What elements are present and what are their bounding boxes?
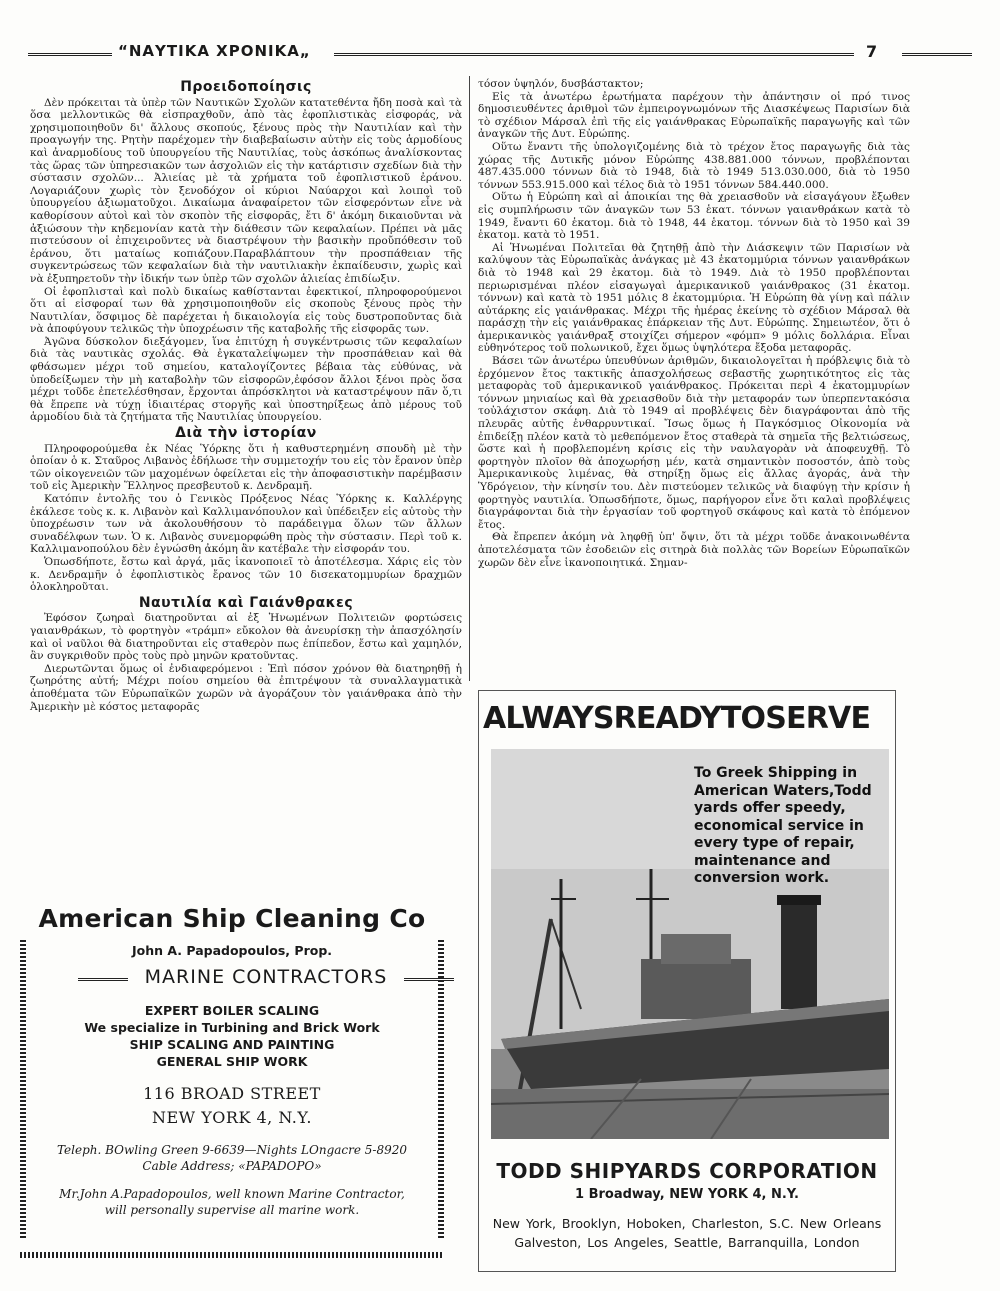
service-line: EXPERT BOILER SCALING <box>144 1003 320 1018</box>
ad-border-left <box>20 940 26 1240</box>
section-title-warning: Προειδοποίησις <box>180 79 312 95</box>
column-divider <box>469 76 470 681</box>
page-header <box>28 42 972 66</box>
article-paragraph: Πληροφορούμεθα ἐκ Νέας Ὑόρκης ὅτι ἡ καθυστερημένη σπουδὴ μὲ τὴν ὁποίαν ὁ κ. Σταῦρος Λιβανὸς ἐδήλωσε τὴν συμμετοχήν του εἰς τὸν ἔρανον ὑπὲρ τῶν οἰκογενειῶν τῶν μαχομένων ὀφείλεται εἰς τὴν ἀποφασιστικὴν παρέμβασιν τοῦ εἰς Ἀμερικὴν Ἕλληνος πρεσβευτοῦ κ. Δενδραμῆ. <box>30 442 462 493</box>
ad-american-ship-cleaning <box>10 900 464 1258</box>
article-paragraph: Οὕτω ἡ Εὐρώπη καὶ αἱ ἀποικίαι της θὰ χρειασθοῦν νὰ εἰσαγάγουν ἔξωθεν εἰς συμπλήρωσιν τῶν ἀναγκῶν των 53 ἑκατ. τόννων γαιανθράκων κατὰ τὸ 1949, ἔναντι 60 ἑκατομ. διὰ τὸ 1948, 44 ἑκατομ. τόννων διὰ τὸ 1950 καὶ 39 ἑκατομ. κατὰ τὸ 1951. <box>478 191 910 242</box>
ad-note <box>30 1186 434 1218</box>
article-paragraph: Βάσει τῶν ἀνωτέρω ὑπευθύνων ἀριθμῶν, δικαιολογεῖται ἡ πρόβλεψις διὰ τὸ ἐρχόμενον ἔτος τακτικῆς ἀπασχολήσεως σεβαστῆς χωρητικότητος εἰς τὰς μεταφορὰς τοῦ ἀμερικανικοῦ γαιάνθρακος. Πρόκειται περὶ 4 ἑκατομμυρίων τόννων μηνιαίως καὶ θὰ χρειασθοῦν διὰ τὴν μεταφοράν των ὑπερπεντακόσια τοὐλάχιστον σκάφη. Διὰ τὸ 1949 αἱ προβλέψεις δὲν διαγράφονται ἀπὸ τῆς πλευρᾶς αὐτῆς ἐνθαρρυντικαί. Ἴσως ὅμως ἡ Παγκόσμιος Οἰκονομία νὰ ἐπιδείξῃ πλέον κατὰ τὸ μεθεπόμενον ἔτος σταθερὰ τὰ σημεῖα τῆς βελτιώσεως, ὥστε καὶ ἡ προβλεπομένη κρίσις εἰς τὴν ναυλαγορὰν νὰ ἀποφευχθῇ. Τὸ φορτηγὸν πλοῖον θὰ ἀποχωρήσῃ μέν, κατὰ σημαντικὸν ποσοστόν, ἀπὸ τοὺς Ἀμερικανικοὺς λιμένας, θὰ στηρίξῃ ὅμως εἰς ἄλλας ἀγοράς, ἀνὰ τὴν Ὑδρόγειον, τὴν κίνησίν του. Δὲν πιστεύομεν τελικῶς νὰ διαφύγῃ τὴν κρίσιν ἡ φορτηγὸς ναυτιλία. Ὁπωσδήποτε, ὅμως, παρήγορον εἶνε ὅτι καλαὶ προβλέψεις διαγράφονται διὰ τὴν ἐργασίαν τοῦ φορτηγοῦ σκάφους καὶ κατὰ τὸ ἐπόμενον ἔτος. <box>478 355 910 531</box>
service-line: We specialize in Turbining and Brick Work <box>84 1020 380 1035</box>
note-line: Mr.John A.Papadopoulos, well known Marine Contractor, <box>59 1187 405 1201</box>
ad-todd-shipyards <box>478 690 896 1272</box>
locations-line: New York, Brooklyn, Hoboken, Charleston, S.C. New Orleans <box>492 1216 882 1231</box>
banner-rule-right <box>404 978 454 981</box>
header-rule-left <box>28 53 112 56</box>
locations-line: Galveston, Los Angeles, Seattle, Barranquilla, London <box>514 1235 860 1250</box>
ad-services <box>30 1002 434 1070</box>
article-paragraph: Αἱ Ἡνωμέναι Πολιτεῖαι θὰ ζητηθῇ ἀπὸ τὴν Διάσκεψιν τῶν Παρισίων νὰ καλύψουν τὰς Εὐρωπαϊκὰς ἀνάγκας μὲ 43 ἑκατομμύρια τόννων γαιανθράκων διὰ τὸ 1948 καὶ 29 ἑκατομ. διὰ τὸ 1949. Διὰ τὸ 1950 προβλέπονται περιωρισμέναι πλέον εἰσαγωγαὶ ἀμερικανικοῦ γαιάνθρακος (31 ἑκατομ. τόννων) καὶ κατὰ τὸ 1951 μόλις 8 ἑκατομμύρια. Ἡ Εὐρώπη θὰ γίνῃ καὶ πάλιν αὐτάρκης εἰς γαιάνθρακας. Μέχρι τῆς ἡμέρας ἐκείνης τὸ σχέδιον Μάρσαλ θὰ παράσχῃ τὴν εἰς γαιάνθρακας ἐπάρκειαν τῆς Δυτ. Εὐρώπης. Σημειωτέον, ὅτι ὁ ἀμερικανικὸς γαιάνθραξ στοιχίζει σήμερον «φόμπ» 9 μόλις δολλάρια. Εἶναι εὐθηνότερος τοῦ πολωνικοῦ, ἔχει ὅμως ὑψηλότερα ἔξοδα μεταφορᾶς. <box>478 241 910 355</box>
article-paragraph: Οὕτω ἔναντι τῆς ὑπολογιζομένης διὰ τὸ τρέχον ἔτος παραγωγῆς διὰ τὰς χώρας τῆς Δυτικῆς μόνον Εὐρώπης 438.881.000 τόννων, προβλέπονται 487.435.000 τόννων διὰ τὸ 1948, διὰ τὸ 1949 513.030.000, διὰ τὸ 1950 τόννων 553.915.000 καὶ τέλος διὰ τὸ 1951 τόννων 584.440.000. <box>478 140 910 191</box>
ad-proprietor: John A. Papadopoulos, Prop. <box>131 943 333 958</box>
telephone: Teleph. BOwling Green 9-6639—Nights LOngacre 5-8920 <box>56 1143 407 1157</box>
ad-border-right <box>438 940 444 1240</box>
address-city: NEW YORK 4, N.Y. <box>152 1108 312 1127</box>
banner-rule-left <box>78 978 128 981</box>
article-paragraph: Ἀγῶνα δύσκολον διεξάγομεν, ἵνα ἐπιτύχη ἡ συγκέντρωσις τῶν κεφαλαίων διὰ τὰς ναυτικὰς σχολάς. Θὰ ἐγκαταλείψωμεν τὴν προσπάθειαν καὶ θὰ φθάσωμεν μέχρι τοῦ σημείου, καταλογίζοντες βέβαια τὰς εὐθύνας, νὰ ὑποδείξωμεν τὴν μὴ καταβολὴν τῶν εἰσφορῶν,ἐφόσον ἄλλοι ξένοι πρὸς ὅσα μέχρι τοῦδε ἐπετελέσθησαν, ἔρχονται ἀπρόσκλητοι νὰ καταστρέψουν πᾶν ὅ,τι θὰ ἔπρεπε νὰ τύχῃ ἰδιαιτέρας στοργῆς καὶ ὑποστηρίξεως ἀπὸ μέρους τοῦ ἁρμοδίου διὰ τὰ ζητήματα τῆς Ναυτιλίας ὑπουργείου. <box>30 335 462 424</box>
article-paragraph: Ἐφόσον ζωηραὶ διατηροῦνται αἱ ἐξ Ἡνωμένων Πολιτειῶν φορτώσεις γαιανθράκων, τὸ φορτηγὸν «τράμπ» εὔκολον θὰ ἀνευρίσκῃ τὴν ἀπασχόλησίν καὶ οἱ ναῦλοι θὰ διατηροῦνται εἰς σταθερὸν πως ἐπίπεδον, ἔστω καὶ χαμηλόν, ἂν συγκριθοῦν πρὸς τοὺς πρὸ μηνῶν κρατοῦντας. <box>30 612 462 663</box>
ad-address: 1 Broadway, NEW YORK 4, N.Y. <box>575 1187 799 1202</box>
article-paragraph: Κατόπιν ἐντολῆς του ὁ Γενικὸς Πρόξενος Νέας Ὑόρκης κ. Καλλέργης ἐκάλεσε τοὺς κ. κ. Λιβανὸν καὶ Καλλιμανόπουλον καὶ ὑπέδειξεν εἰς αὐτοὺς τὴν ὑποχρέωσιν των νὰ ἀκολουθήσουν τὸ παράδειγμα ὅλων τῶν ἄλλων συναδέλφων των. Ὁ κ. Λιβανὸς συνεμορφώθη πρὸς τὴν σύστασιν. Περὶ τοῦ κ. Καλλιμανοπούλου δὲν ἐγνώσθη ἀκόμη ἂν κατέβαλε τὴν εἰσφοράν του. <box>30 493 462 556</box>
ad-address <box>30 1082 434 1130</box>
article-paragraph: Θὰ ἔπρεπεν ἀκόμη νὰ ληφθῇ ὑπ' ὄψιν, ὅτι τὰ μέχρι τοῦδε ἀνακοινωθέντα ἀποτελέσματα τῶν ἐσοδειῶν εἰς σιτηρὰ διὰ πολλὰς τῶν Βορείων Εὐρωπαϊκῶν χωρῶν δὲν εἶνε ἱκανοποιητικά. Σημαν- <box>478 531 910 569</box>
article-paragraph: Οἱ ἐφοπλισταὶ καὶ πολὺ δικαίως καθίστανται ἐφεκτικοί, πληροφορούμενοι ὅτι αἱ εἰσφοραί των θὰ χρησιμοποιηθοῦν εἰς σκοποὺς ξένους πρὸς τὴν Ναυτιλίαν, ὅσφιμος δὲ παρέχεται ἡ δικαιολογία εἰς τοὺς δυστροποῦντας διὰ νὰ ἀποφύγουν τελικῶς τὴν ὑποχρέωσιν τῆς καταβολῆς τῆς εἰσφορᾶς των. <box>30 285 462 336</box>
article-paragraph: Δὲν πρόκειται τὰ ὑπὲρ τῶν Ναυτικῶν Σχολῶν κατατεθέντα ἤδη ποσὰ καὶ τὰ ὅσα μελλοντικῶς θὰ εἰσπραχθοῦν, ἀπὸ τὰς ἐφοπλιστικὰς εἰσφοράς, νὰ χρησιμοποιηθοῦν δι' ἄλλους σκοπούς, ξένους πρὸς τὴν Ναυτιλίαν καὶ τὴν προαγωγήν της. Ρητὴν παρέχομεν τὴν διαβεβαίωσιν αὐτὴν εἰς τοὺς ἁρμοδίους καὶ ἀναρμοδίους τοῦ ὑπουργείου τῆς Ναυτιλίας, τοὺς ἀσκόπως ἀναλίσκοντας τὰς ὥρας τῶν ὑπηρεσιακῶν των ἀσχολιῶν εἰς τὴν κατάρτισιν σχεδίων διὰ τὴν σύστασιν σχολῶν... Ἀλιείας μὲ τὰ χρήματα τοῦ ἐφοπλιστικοῦ ἐράνου. Λογαριάζουν χωρὶς τὸν ξενοδόχον οἱ κύριοι Ναύαρχοι καὶ λοιποὶ τοῦ ὑπουργείου ἀξιωματοῦχοι. Δικαίωμα ἀναφαίρετον τῶν εἰσφερόντων εἶνε νὰ καθορίσουν αὐτοὶ καὶ τὸν σκοπὸν τῆς εἰσφορᾶς, ἔτι δ' ἀκόμη δικαιοῦνται νὰ ἀξιώσουν τὴν κηδεμονίαν κατὰ τὴν διάθεσιν τῶν κεφαλαίων. Πρέπει νὰ μᾶς πιστεύσουν οἱ ἐπιχειροῦντες νὰ διαστρέψουν τὴν βασικὴν προὔπόθεσιν τοῦ ἐράνου, ὅτι ματαίως κοπιάζουν.Παραβλάπτουν τὴν προσπάθειαν τῆς συγκεντρώσεως τῶν κεφαλαίων διὰ τὴν ναυτιλιακὴν ἐκπαίδευσιν, χωρὶς καὶ νὰ ἐξυπηρετοῦν τὴν ἰδικήν των ὑπὲρ τῶν σχολῶν ἁλιείας ἐπιδίωξιν. <box>30 96 462 285</box>
page-number: 7 <box>866 42 878 61</box>
ad-banner: MARINE CONTRACTORS <box>144 966 388 988</box>
article-paragraph: τόσον ὑψηλόν, δυσβάστακτον; <box>478 78 644 90</box>
note-line: will personally supervise all marine work. <box>104 1203 360 1217</box>
ad-blurb: To Greek Shipping in American Waters,Todd yards offer speedy, economical service in every type of repair, maintenance and conversion work. <box>694 765 872 886</box>
section-title-shipping-coal: Ναυτιλία καὶ Γαιάνθρακες <box>138 594 354 611</box>
ad-border-bottom <box>20 1252 444 1258</box>
left-column <box>30 78 462 713</box>
header-rule-right <box>902 53 972 56</box>
service-line: GENERAL SHIP WORK <box>156 1054 308 1069</box>
ad-locations <box>483 1214 891 1252</box>
address-street: 116 BROAD STREET <box>143 1084 321 1103</box>
cable-address: Cable Address; «PAPADOPO» <box>142 1159 322 1173</box>
ad-headline: ALWAYSREADYTOSERVE <box>483 701 871 736</box>
ad-company-name: American Ship Cleaning Co <box>38 904 426 933</box>
article-paragraph: Ὁπωσδήποτε, ἔστω καὶ ἀργά, μᾶς ἱκανοποιεῖ τὸ ἀποτέλεσμα. Χάρις εἰς τὸν κ. Δενδραμῆν ὁ ἐφοπλιστικὸς ἔρανος τῶν 10 δισεκατομμυρίων δραχμῶν ὁλοκληροῦται. <box>30 555 462 594</box>
article-paragraph: Διερωτῶνται ὅμως οἱ ἐνδιαφερόμενοι : Ἐπὶ πόσον χρόνον θὰ διατηρηθῇ ἡ ζωηρότης αὐτή; Μέχρι ποίου σημείου θὰ ἐπιτρέψουν τὰ συναλλαγματικὰ ἀποθέματα τῶν Εὐρωπαϊκῶν χωρῶν νὰ ἀγοράζουν τὸν γαιάνθρακα ἀπὸ τὴν Ἀμερικὴν μὲ κόστος μεταφορᾶς <box>30 662 462 713</box>
publication-title: “ΝΑΥΤΙΚΑ ΧΡΟΝΙΚΑ„ <box>118 42 311 60</box>
article-paragraph: Εἰς τὰ ἀνωτέρω ἐρωτήματα παρέχουν τὴν ἀπάντησιν οἱ πρό τινος δημοσιευθέντες ἀριθμοὶ τῶν ἐμπειρογνωμόνων τῆς Διασκέψεως Παρισίων διὰ τὸ σχέδιον Μάρσαλ ἐπὶ τῆς εἰς γαιάνθρακας Εὐρωπαϊκῆς παραγωγῆς καὶ τῶν ἀναγκῶν τῆς Δυτ. Εὐρώπης. <box>478 90 910 141</box>
right-column <box>478 78 910 569</box>
section-title-history: Διὰ τὴν ἱστορίαν <box>175 425 317 442</box>
header-rule-middle <box>334 53 854 56</box>
ad-company-name: TODD SHIPYARDS CORPORATION <box>496 1159 878 1183</box>
ad-contact <box>30 1142 434 1174</box>
service-line: SHIP SCALING AND PAINTING <box>129 1037 335 1052</box>
ad-content <box>30 904 434 1218</box>
ad-banner-row <box>30 966 434 992</box>
